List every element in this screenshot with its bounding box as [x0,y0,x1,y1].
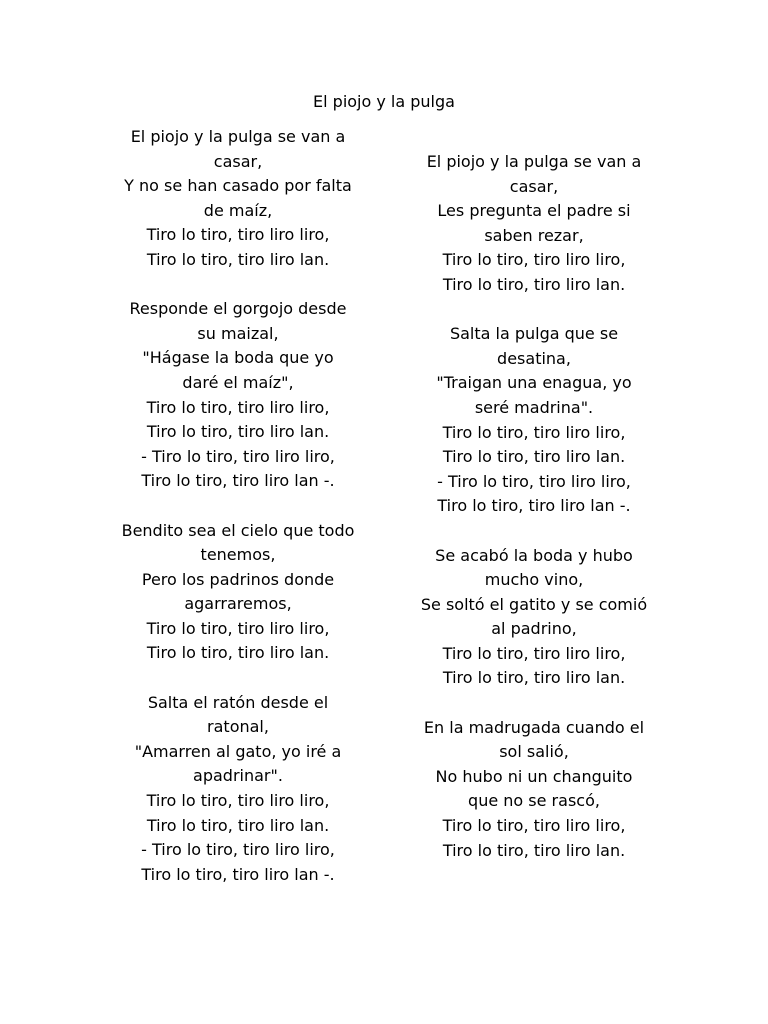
verse-line: En la madrugada cuando el [423,717,645,737]
verse-line: "Amarren al gato, yo iré a [134,741,342,761]
verse-line: Tiro lo tiro, tiro liro lan. [442,668,626,688]
verse-line: - Tiro lo tiro, tiro liro liro, [141,446,335,466]
verse-line: Responde el gorgojo desde [129,299,347,319]
verse-line: desatina, [497,348,571,368]
verse-line: apadrinar". [193,766,283,786]
verse-line: casar, [213,151,263,171]
stanza [96,297,380,494]
verse-line: El piojo y la pulga se van a [426,152,642,171]
verse-line: al padrino, [491,619,577,639]
verse-line: Salta la pulga que se [449,324,619,344]
verse-line: mucho vino, [484,570,584,590]
verse-line: Bendito sea el cielo que todo [121,520,355,540]
verse-line: Se acabó la boda y hubo [435,545,633,565]
stanza [96,691,380,888]
verse-line: casar, [509,176,559,196]
verse-line: Tiro lo tiro, tiro liro liro, [146,397,330,417]
verse-line: Tiro lo tiro, tiro liro liro, [146,791,330,811]
verse-line: "Traigan una enagua, yo [436,373,632,393]
verse-line: ratonal, [207,717,269,737]
verse-line: Tiro lo tiro, tiro liro lan. [442,840,626,860]
verse-line: - Tiro lo tiro, tiro liro liro, [141,840,335,860]
stanza [392,544,676,692]
verse-line: de maíz, [203,200,273,220]
verse-line: Tiro lo tiro, tiro liro liro, [442,250,626,270]
left-column [96,125,380,912]
verse-line: Pero los padrinos donde [141,569,335,589]
verse-line: Tiro lo tiro, tiro liro lan -. [141,864,335,884]
verse-line: Tiro lo tiro, tiro liro liro, [442,643,626,663]
verse-line: Tiro lo tiro, tiro liro lan. [146,249,330,269]
verse-line: tenemos, [200,545,276,565]
verse-line: Tiro lo tiro, tiro liro liro, [146,225,330,245]
verse-line: Tiro lo tiro, tiro liro liro, [442,816,626,836]
verse-line: - Tiro lo tiro, tiro liro liro, [437,471,631,491]
verse-line: sol salió, [499,742,569,762]
verse-line: Les pregunta el padre si [437,201,631,221]
verse-line: Tiro lo tiro, tiro liro lan -. [141,471,335,491]
verse-line: "Hágase la boda que yo [142,348,334,368]
verse-line: Salta el ratón desde el [147,692,329,712]
verse-line: su maizal, [197,323,279,343]
verse-line: Se soltó el gatito y se comió [420,594,648,614]
stanza [96,519,380,667]
verse-line: seré madrina". [474,397,594,417]
verse-line: Tiro lo tiro, tiro liro liro, [442,422,626,442]
verse-line: Tiro lo tiro, tiro liro lan -. [437,496,631,516]
right-column [392,150,676,888]
verse-line: agarraremos, [184,594,292,614]
verse-line: que no se rascó, [468,791,600,811]
verse-line: Tiro lo tiro, tiro liro liro, [146,618,330,638]
verse-line: No hubo ni un changuito [435,766,633,786]
verse-line: Tiro lo tiro, tiro liro lan. [146,815,330,835]
verse-line: saben rezar, [484,225,584,245]
verse-line: Tiro lo tiro, tiro liro lan. [146,422,330,442]
verse-line: Y no se han casado por falta [124,176,352,196]
stanza [96,125,380,273]
verse-line: Tiro lo tiro, tiro liro lan. [146,643,330,663]
verse-line: daré el maíz", [182,372,294,392]
stanza [392,150,676,298]
stanza [392,322,676,519]
verse-line: Tiro lo tiro, tiro liro lan. [442,447,626,467]
stanza [392,716,676,864]
verse-line: El piojo y la pulga se van a [130,127,346,146]
verse-line: Tiro lo tiro, tiro liro lan. [442,274,626,294]
page-title: El piojo y la pulga [313,92,455,111]
